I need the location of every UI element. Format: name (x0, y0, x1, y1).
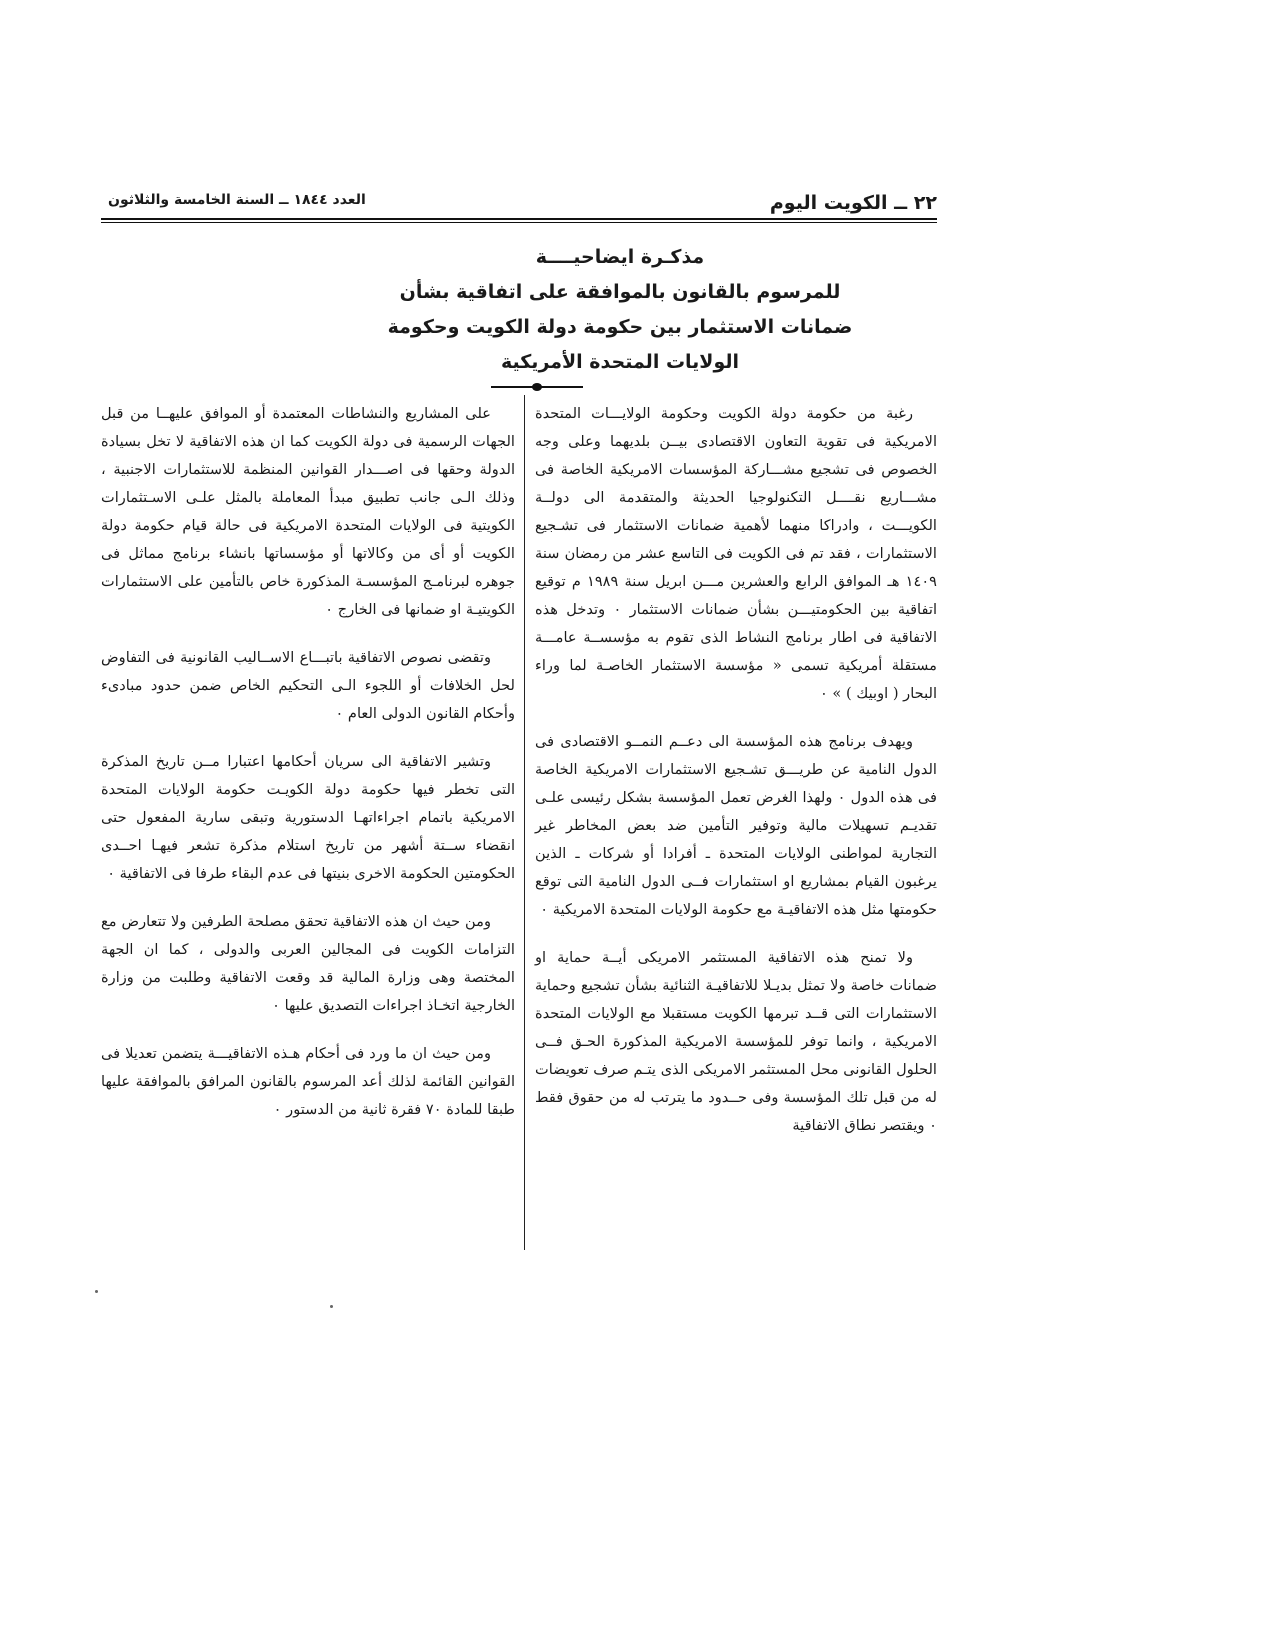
issue-header: العدد ١٨٤٤ ــ السنة الخامسة والثلاثون (108, 192, 366, 208)
paragraph: ومن حيث ان ما ورد فى أحكام هـذه الاتفاقيـــة يتضمن تعديلا فى القوانين القائمة لذلك أعد المرسوم بالقانون المرافق بالموافقة عليها طبقا للمادة ٧٠ فقرة ثانية من الدستور ٠ (101, 1045, 515, 1118)
right-column (535, 400, 937, 1160)
title-line-3: ضمانات الاستثمار بين حكومة دولة الكويت وحكومة (387, 316, 853, 338)
header-rule (101, 218, 937, 220)
page-number-header: ٢٢ ــ الكويت اليوم (769, 192, 937, 214)
header-rule-thin (101, 222, 937, 223)
paragraph: ويهدف برنامج هذه المؤسسة الى دعــم النمــو الاقتصادى فى الدول النامية عن طريـــق تشـجيع الاستثمارات الامريكية الخاصة فى هذه الدول ٠ ولهذا الغرض تعمل المؤسسة بشكل رئيسى علـى تقديـم تسهيلات مالية وتوفير التأمين ضد بعض المخاطر غير التجارية لمواطنى الولايات المتحدة ـ أفرادا أو شركات ـ الذين يرغبون القيام بمشاريع او استثمارات فــى الدول النامية التى توقع حكومتها مثل هذه الاتفاقيـة مع حكومة الولايات المتحدة الامريكية ٠ (535, 733, 937, 918)
paragraph: وتقضى نصوص الاتفاقية باتبـــاع الاســاليب القانونية فى التفاوض لحل الخلافات أو اللجوء الـى التحكيم الخاص ضمن حدود مبادىء وأحكام القانون الدولى العام ٠ (101, 649, 515, 722)
paragraph: ولا تمنح هذه الاتفاقية المستثمر الامريكى أيــة حماية او ضمانات خاصة ولا تمثل بديـلا للاتفاقيـة الثنائية بشأن تشجيع وحماية الاستثمارات التى قــد تبرمها الكويت مستقبلا مع الولايات المتحدة الامريكية ، وانما توفر للمؤسسة الامريكية المذكورة الحـق فــى الحلول القانونى محل المستثمر الامريكى الذى يتـم صرف تعويضات له من قبل تلك المؤسسة وفى حــدود ما يترتب له من حقوق فقط ٠ ويقتصر نطاق الاتفاقية (535, 949, 937, 1134)
scan-speck (95, 1290, 98, 1293)
scan-speck (330, 1305, 333, 1308)
column-divider (524, 395, 525, 1250)
paragraph: على المشاريع والنشاطات المعتمدة أو الموافق عليهــا من قبل الجهات الرسمية فى دولة الكويت كما ان هذه الاتفاقية لا تخل بسيادة الدولة وحقها فى اصـــدار القوانين المنظمة للاستثمارات الاجنبية ، وذلك الـى جانب تطبيق مبدأ المعاملة بالمثل علـى الاسـتثمارات الكويتية فى الولايات المتحدة الامريكية فى حالة قيام حكومة دولة الكويت أو أى من وكالاتها أو مؤسساتها بانشاء برنامج مماثل فى جوهره لبرنامـج المؤسسـة المذكورة خاص بالتأمين على الاستثمارات الكويتيـة او ضمانها فى الخارج ٠ (101, 405, 515, 618)
paragraph: وتشير الاتفاقية الى سريان أحكامها اعتبارا مــن تاريخ المذكرة التى تخطر فيها حكومة دولة الكويـت حكومة الولايات المتحدة الامريكية باتمام اجراءاتهـا الدستورية وتبقى سارية المفعول حتى انقضاء ســتة أشهر من تاريخ استلام مذكرة تشعر فيهـا احــدى الحكومتين الحكومة الاخرى بنيتها فى عدم البقاء طرفا فى الاتفاقية ٠ (101, 753, 515, 882)
document-title (340, 240, 900, 380)
left-column (101, 400, 515, 1144)
title-divider-ornament (532, 383, 542, 391)
paragraph: رغبة من حكومة دولة الكويت وحكومة الولايـــات المتحدة الامريكية فى تقوية التعاون الاقتصادى بيــن بلديهما وعلى وجه الخصوص فى تشجيع مشـــاركة المؤسسات الامريكية الخاصة فى مشـــاريع نقــــل التكنولوجيا الحديثة والمتقدمة الى دولــة الكويـــت ، وادراكا منهما لأهمية ضمانات الاستثمار فى تشـجيع الاستثمارات ، فقد تم فى الكويت فى التاسع عشر من رمضان سنة ١٤٠٩ هـ الموافق الرابع والعشرين مـــن ابريل سنة ١٩٨٩ م توقيع اتفاقية بين الحكومتيـــن بشأن ضمانات الاستثمار ٠ وتدخل هذه الاتفاقية فى اطار برنامج النشاط الذى تقوم به مؤسســة عامـــة مستقلة أمريكية تسمى « مؤسسة الاستثمار الخاصـة لما وراء البحار ( اوبيك ) » ٠ (535, 405, 938, 702)
title-line-4: الولايات المتحدة الأمريكية (500, 351, 740, 373)
title-line-1: مذكـرة ايضاحيــــة (535, 246, 705, 268)
title-line-2: للمرسوم بالقانون بالموافقة على اتفاقية بشأن (399, 281, 841, 303)
paragraph: ومن حيث ان هذه الاتفاقية تحقق مصلحة الطرفين ولا تتعارض مع التزامات الكويت فى المجالين العربى والدولى ، كما ان الجهة المختصة وهى وزارة المالية قد وقعت الاتفاقية وطلبت من وزارة الخارجية اتخـاذ اجراءات التصديق عليها ٠ (101, 913, 515, 1014)
